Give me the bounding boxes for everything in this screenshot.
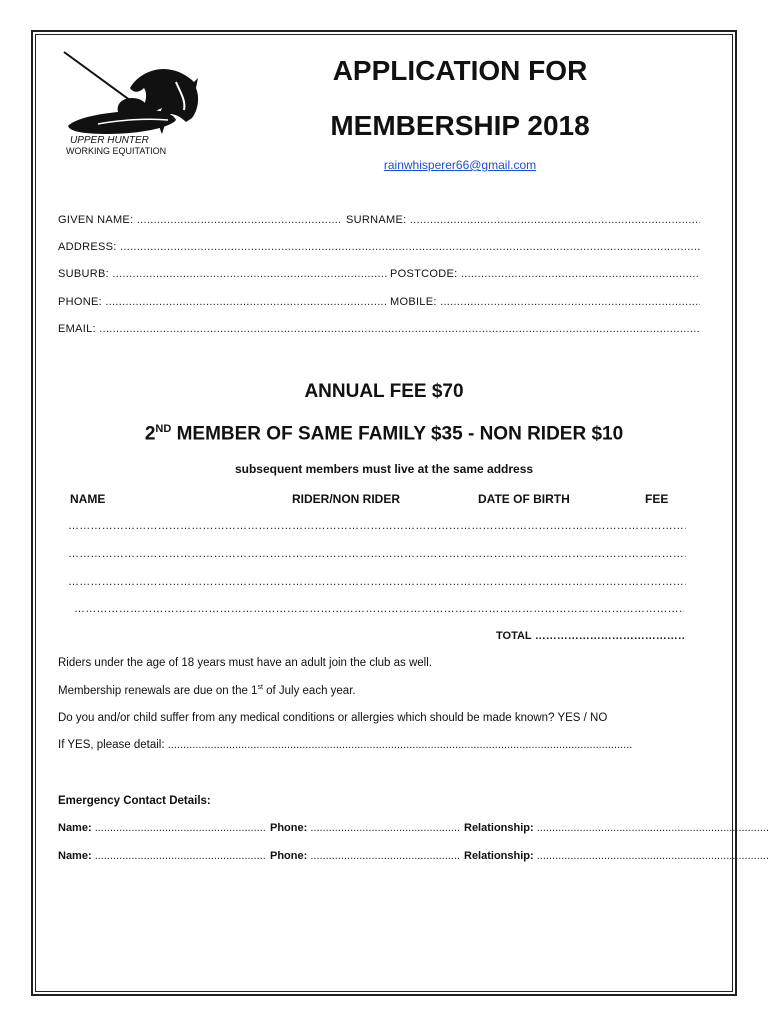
column-header-rider: RIDER/NON RIDER [292, 492, 401, 506]
contact-email-link[interactable]: rainwhisperer66@gmail.com [383, 158, 537, 172]
medical-question: Do you and/or child suffer from any medical conditions or allergies which should be made known? YES / NO [58, 712, 608, 724]
mobile-field[interactable] [390, 296, 700, 314]
medical-detail-field[interactable] [58, 739, 633, 751]
phone-field[interactable] [58, 296, 386, 314]
surname-label: SURNAME: [346, 214, 407, 226]
emergency-phone-field[interactable]: Phone: ..... [270, 822, 460, 834]
member-entry-line[interactable] [68, 520, 686, 534]
member-entry-line[interactable] [68, 576, 686, 590]
horse-hat-logo-icon [58, 48, 203, 158]
suburb-label: SUBURB: [58, 268, 109, 280]
phone-row [58, 296, 700, 314]
suburb-field[interactable] [58, 268, 388, 286]
member-entry-line[interactable] [68, 548, 686, 562]
surname-field[interactable] [346, 214, 700, 232]
total-field[interactable] [496, 630, 686, 642]
column-header-dob: DATE OF BIRTH [478, 492, 570, 506]
page-border-inner [35, 34, 733, 992]
club-logo [58, 48, 203, 158]
address-label: ADDRESS: [58, 241, 117, 253]
page-title-line1: APPLICATION FOR [332, 55, 588, 86]
emergency-contact-row [58, 850, 696, 862]
emergency-contact-heading: Emergency Contact Details: [58, 795, 211, 807]
suburb-row [58, 268, 700, 286]
medical-detail-label: If YES, please detail: [58, 739, 165, 751]
address-field[interactable] [58, 241, 700, 259]
emergency-name-field[interactable]: Name: ..... [58, 822, 266, 834]
renewal-note: Membership renewals are due on the 1st of July each year. [58, 684, 356, 697]
under-18-note: Riders under the age of 18 years must have an adult join the club as well. [58, 657, 432, 669]
member-entry-line[interactable] [74, 603, 684, 617]
logo-text-line1: UPPER HUNTER [70, 135, 149, 146]
logo-text-line2: WORKING EQUITATION [66, 146, 167, 156]
given-name-field[interactable] [58, 214, 340, 232]
given-name-label: GIVEN NAME: [58, 214, 134, 226]
column-header-name: NAME [70, 492, 106, 506]
total-label: TOTAL [496, 630, 532, 642]
emergency-relationship-field[interactable]: Relationship: ..... [464, 822, 770, 834]
page-title-line2: MEMBERSHIP 2018 [330, 110, 590, 141]
postcode-field[interactable] [390, 268, 700, 286]
postcode-label: POSTCODE: [390, 268, 458, 280]
same-address-note: subsequent members must live at the same address [234, 462, 534, 476]
annual-fee-heading: ANNUAL FEE $70 [304, 381, 464, 402]
emergency-relationship-field[interactable]: Relationship: ..... [464, 850, 770, 862]
emergency-phone-field[interactable]: Phone: ..... [270, 850, 460, 862]
column-header-fee: FEE [645, 492, 669, 506]
name-row [58, 214, 700, 232]
mobile-label: MOBILE: [390, 296, 437, 308]
phone-label: PHONE: [58, 296, 102, 308]
email-field[interactable] [58, 323, 700, 341]
email-label: EMAIL: [58, 323, 96, 335]
emergency-contact-row [58, 822, 696, 834]
emergency-name-field[interactable]: Name: ..... [58, 850, 266, 862]
second-member-fee-heading: 2ND MEMBER OF SAME FAMILY $35 - NON RIDER $10 [144, 423, 624, 445]
